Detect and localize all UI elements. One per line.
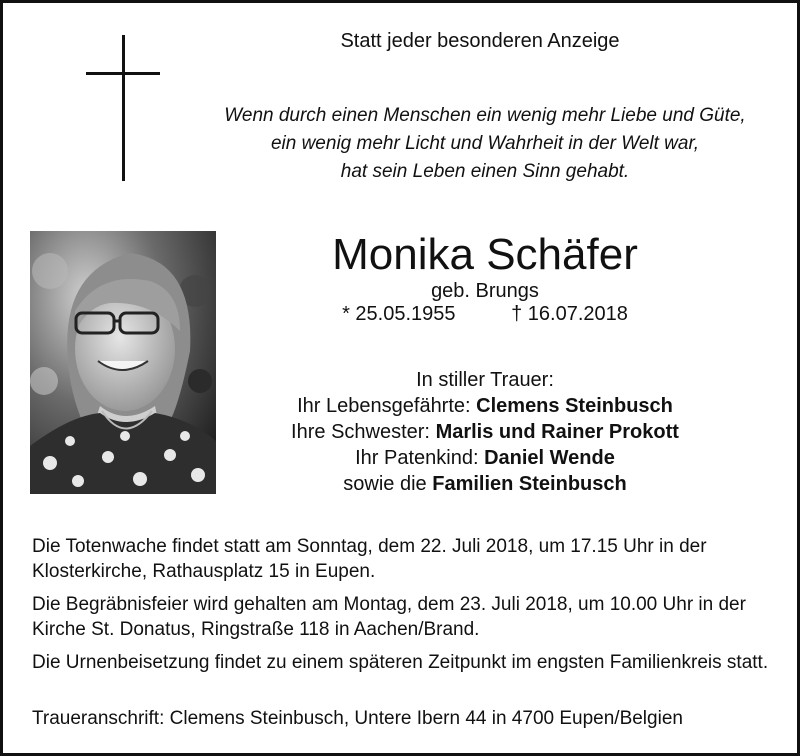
wake-info: Die Totenwache findet statt am Sonntag, dem 22. Juli 2018, um 17.15 Uhr in der Klosterkirche, Rathausplatz 15 in Eupen. xyxy=(32,536,707,582)
mourner-names: Familien Steinbusch xyxy=(432,473,627,495)
mourner-relation: sowie die xyxy=(343,473,427,495)
mourner-names: Marlis und Rainer Prokott xyxy=(435,421,679,443)
mourning-address: Traueranschrift: Clemens Steinbusch, Untere Ibern 44 in 4700 Eupen/Belgien xyxy=(32,708,683,729)
death-date: † 16.07.2018 xyxy=(511,303,628,325)
quote-line: ein wenig mehr Licht und Wahrheit in der Welt war, xyxy=(270,133,700,154)
birth-name: geb. Brungs xyxy=(431,280,539,302)
mourner-relation: Ihre Schwester: xyxy=(291,421,430,443)
portrait-photo xyxy=(30,231,216,494)
notice-heading: Statt jeder besonderen Anzeige xyxy=(340,30,620,52)
mourners-intro: In stiller Trauer: xyxy=(416,369,554,391)
mourner-relation: Ihr Lebensgefährte: xyxy=(297,395,471,417)
mourner-line xyxy=(250,445,720,471)
quote xyxy=(190,102,780,186)
deceased-name: Monika Schäfer xyxy=(332,230,638,279)
life-dates xyxy=(270,303,700,326)
mourner-line xyxy=(250,471,720,497)
urn-burial-info: Die Urnenbeisetzung findet zu einem späteren Zeitpunkt im engsten Familienkreis statt. xyxy=(32,652,769,673)
quote-line: hat sein Leben einen Sinn gehabt. xyxy=(340,161,630,182)
ceremony-info xyxy=(32,534,777,683)
mourner-line xyxy=(250,393,720,419)
mourner-names: Daniel Wende xyxy=(484,447,615,469)
mourners-list xyxy=(250,367,720,497)
mourner-line xyxy=(250,419,720,445)
mourner-names: Clemens Steinbusch xyxy=(476,395,673,417)
mourner-relation: Ihr Patenkind: xyxy=(355,447,479,469)
funeral-info: Die Begräbnisfeier wird gehalten am Montag, dem 23. Juli 2018, um 10.00 Uhr in der Kirche St. Donatus, Ringstraße 118 in Aachen/Brand. xyxy=(32,594,746,640)
birth-date: * 25.05.1955 xyxy=(342,303,456,325)
quote-line: Wenn durch einen Menschen ein wenig mehr Liebe und Güte, xyxy=(224,105,746,126)
